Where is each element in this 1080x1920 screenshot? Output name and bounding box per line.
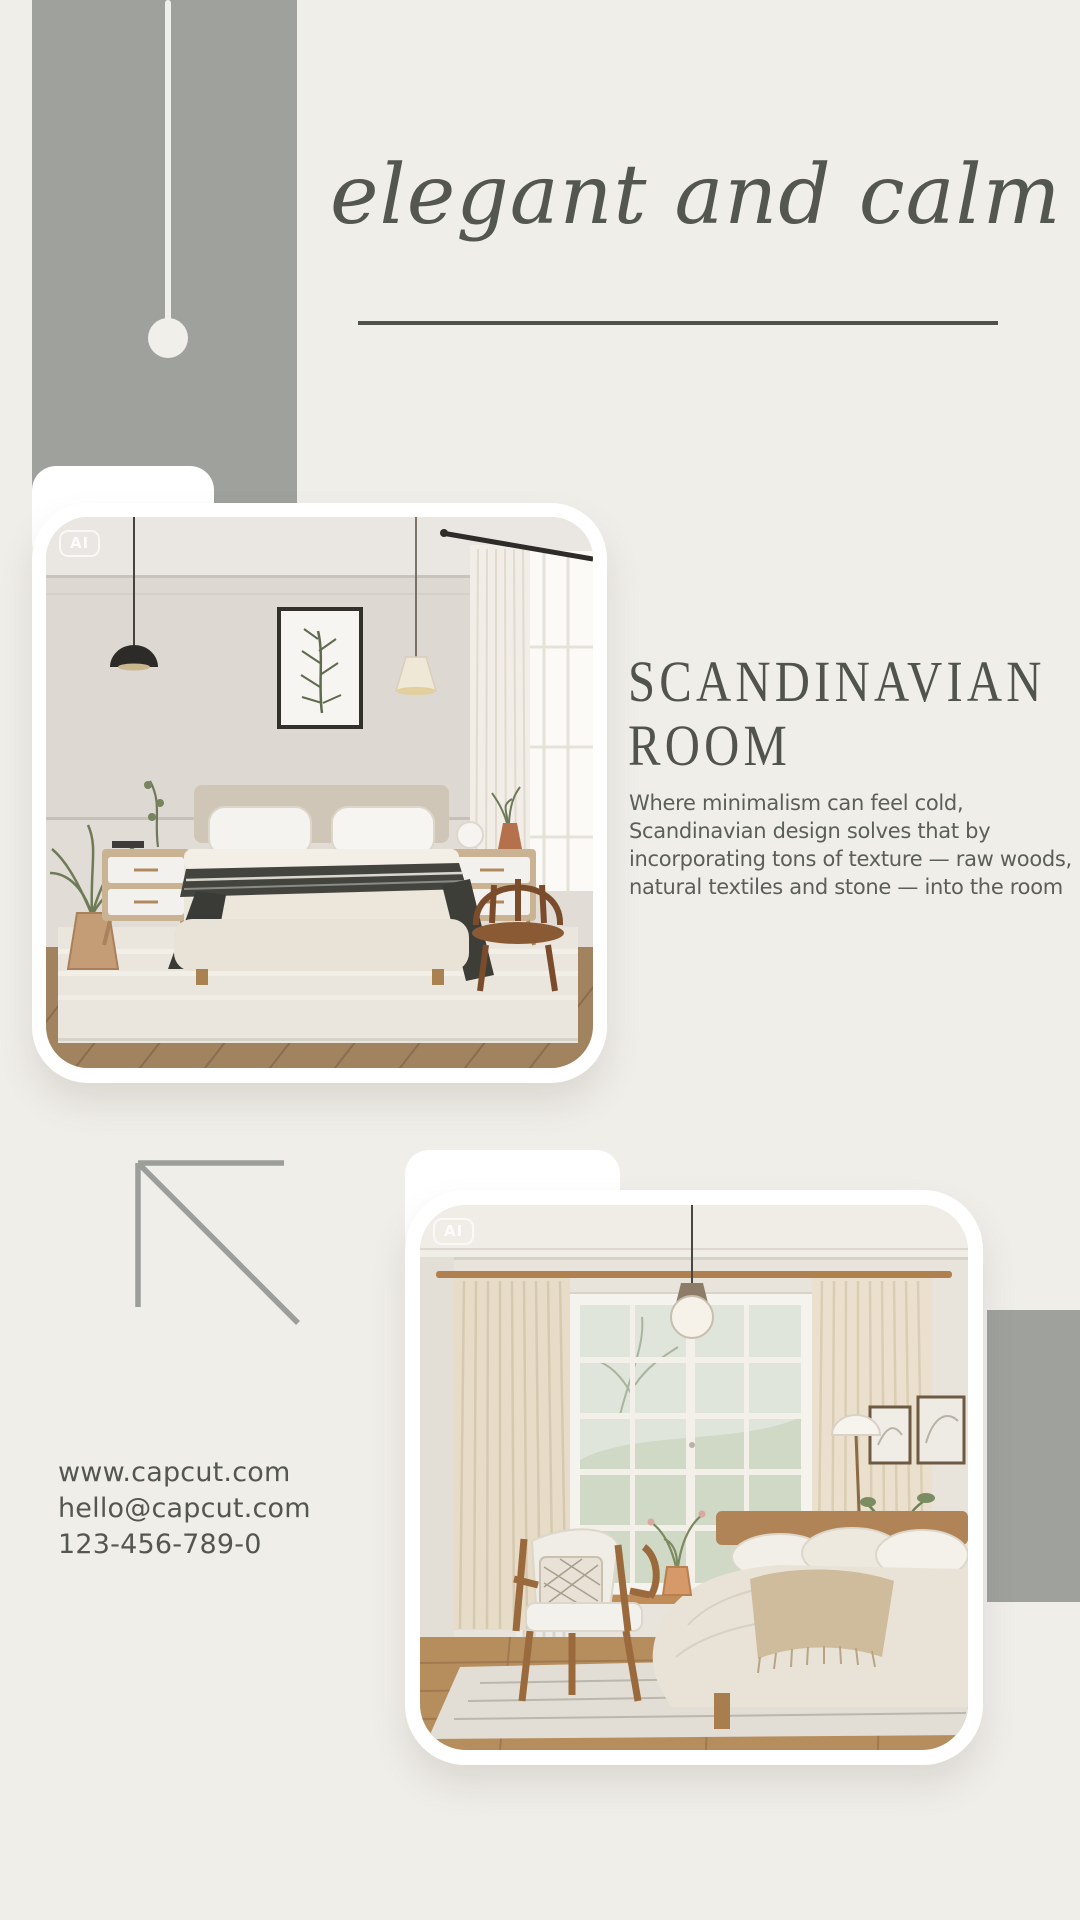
title-underline (358, 321, 998, 325)
pendant-line-ornament (165, 0, 171, 322)
ai-watermark-badge: AI (59, 530, 100, 557)
sage-rectangle-bottom (987, 1310, 1080, 1602)
photo-bottom-bedroom (420, 1205, 968, 1750)
bedroom-photo-illustration-top (46, 517, 593, 1068)
curtain-rod (436, 1271, 952, 1278)
framed-botanical-art (279, 609, 361, 727)
description-line: Scandinavian design solves that by (629, 819, 991, 843)
heading-line-2: ROOM (628, 713, 791, 778)
section-description (629, 789, 1080, 901)
heading-line-1: SCANDINAVIAN (628, 649, 1046, 714)
description-line: natural textiles and stone — into the room (629, 875, 1063, 899)
description-line: Where minimalism can feel cold, (629, 791, 964, 815)
contact-email: hello@capcut.com (58, 1493, 311, 1524)
pendant-circle-ornament (148, 318, 188, 358)
arrow-up-left-icon (126, 1151, 310, 1337)
poster-title: elegant and calm (330, 148, 1062, 243)
wall-frames (870, 1397, 964, 1463)
section-heading (628, 650, 1046, 778)
bed (168, 785, 494, 985)
bedroom-photo-illustration-bottom (420, 1205, 968, 1750)
ai-watermark-badge: AI (433, 1218, 474, 1245)
contact-website: www.capcut.com (58, 1457, 291, 1488)
contact-block (58, 1455, 311, 1563)
contact-phone: 123-456-789-0 (58, 1529, 262, 1560)
photo-top-bedroom (46, 517, 593, 1068)
description-line: incorporating tons of texture — raw woods, (629, 847, 1072, 871)
